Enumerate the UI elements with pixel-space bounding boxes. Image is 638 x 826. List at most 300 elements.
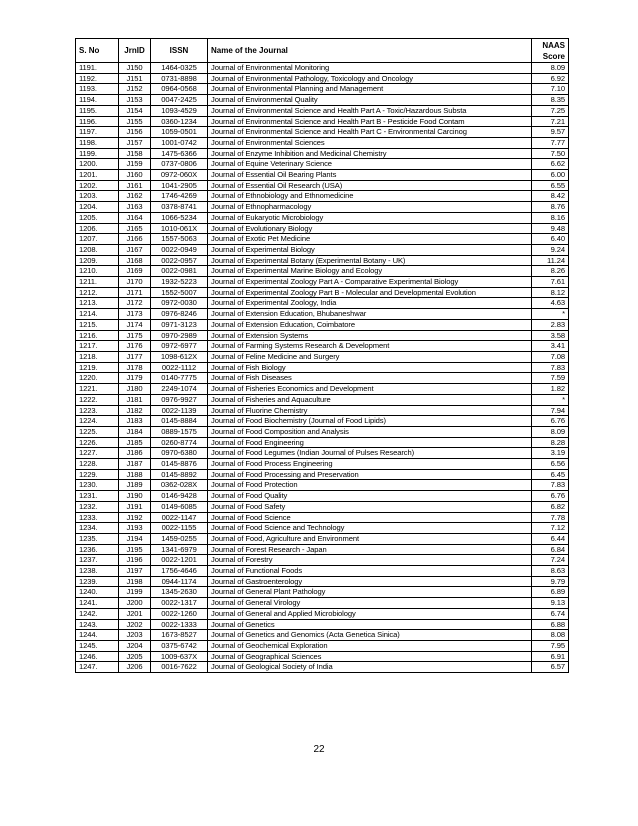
cell-journal-name: Journal of Food Science and Technology	[208, 523, 532, 534]
cell-sno: 1193.	[76, 84, 119, 95]
table-row	[76, 159, 569, 170]
cell-journal-name: Journal of Ethnobiology and Ethnomedicine	[208, 191, 532, 202]
cell-issn: 1009-637X	[151, 651, 208, 662]
cell-issn: 0964-0568	[151, 84, 208, 95]
cell-issn: 0971-3123	[151, 319, 208, 330]
cell-issn: 1059-0501	[151, 127, 208, 138]
cell-sno: 1195.	[76, 105, 119, 116]
cell-naas-score: 7.61	[532, 277, 569, 288]
cell-sno: 1229.	[76, 469, 119, 480]
table-row	[76, 587, 569, 598]
cell-sno: 1204.	[76, 202, 119, 213]
cell-sno: 1215.	[76, 319, 119, 330]
cell-sno: 1218.	[76, 351, 119, 362]
cell-journal-name: Journal of Food Legumes (Indian Journal of Pulses Research)	[208, 448, 532, 459]
cell-issn: 0022-1155	[151, 523, 208, 534]
cell-sno: 1238.	[76, 566, 119, 577]
cell-journal-name: Journal of Food Science	[208, 512, 532, 523]
table-row	[76, 148, 569, 159]
col-header-issn: ISSN	[151, 39, 208, 63]
cell-jrnid: J175	[119, 330, 151, 341]
cell-jrnid: J163	[119, 202, 151, 213]
table-row	[76, 512, 569, 523]
table-row	[76, 448, 569, 459]
cell-naas-score: *	[532, 309, 569, 320]
cell-sno: 1206.	[76, 223, 119, 234]
cell-jrnid: J168	[119, 255, 151, 266]
cell-jrnid: J154	[119, 105, 151, 116]
cell-sno: 1207.	[76, 234, 119, 245]
cell-jrnid: J173	[119, 309, 151, 320]
cell-journal-name: Journal of Food Safety	[208, 501, 532, 512]
table-row	[76, 309, 569, 320]
cell-sno: 1234.	[76, 523, 119, 534]
cell-journal-name: Journal of Experimental Marine Biology and Ecology	[208, 266, 532, 277]
table-row	[76, 319, 569, 330]
table-row	[76, 555, 569, 566]
cell-journal-name: Journal of Fluorine Chemistry	[208, 405, 532, 416]
cell-jrnid: J193	[119, 523, 151, 534]
cell-sno: 1221.	[76, 384, 119, 395]
cell-jrnid: J202	[119, 619, 151, 630]
cell-issn: 0022-1139	[151, 405, 208, 416]
cell-issn: 0022-1201	[151, 555, 208, 566]
cell-journal-name: Journal of Equine Veterinary Science	[208, 159, 532, 170]
cell-sno: 1247.	[76, 662, 119, 673]
journal-table	[75, 38, 569, 673]
cell-jrnid: J174	[119, 319, 151, 330]
cell-naas-score: 6.74	[532, 608, 569, 619]
table-row	[76, 341, 569, 352]
col-header-naas-score	[532, 39, 569, 63]
table-row	[76, 501, 569, 512]
cell-sno: 1201.	[76, 170, 119, 181]
cell-sno: 1199.	[76, 148, 119, 159]
cell-journal-name: Journal of Geographical Sciences	[208, 651, 532, 662]
cell-jrnid: J178	[119, 362, 151, 373]
cell-jrnid: J172	[119, 298, 151, 309]
cell-naas-score: 6.44	[532, 533, 569, 544]
table-row	[76, 426, 569, 437]
cell-journal-name: Journal of Genetics and Genomics (Acta Genetica Sinica)	[208, 630, 532, 641]
cell-naas-score: 7.95	[532, 640, 569, 651]
cell-jrnid: J180	[119, 384, 151, 395]
cell-jrnid: J201	[119, 608, 151, 619]
cell-issn: 1098-612X	[151, 351, 208, 362]
table-row	[76, 255, 569, 266]
cell-sno: 1232.	[76, 501, 119, 512]
cell-naas-score: 7.21	[532, 116, 569, 127]
cell-issn: 0140-7775	[151, 373, 208, 384]
cell-naas-score: 7.10	[532, 84, 569, 95]
cell-sno: 1223.	[76, 405, 119, 416]
table-row	[76, 191, 569, 202]
table-row	[76, 405, 569, 416]
cell-jrnid: J161	[119, 180, 151, 191]
cell-sno: 1212.	[76, 287, 119, 298]
cell-naas-score: 1.82	[532, 384, 569, 395]
cell-naas-score: 6.40	[532, 234, 569, 245]
cell-sno: 1197.	[76, 127, 119, 138]
cell-issn: 1475-6366	[151, 148, 208, 159]
cell-journal-name: Journal of Fish Biology	[208, 362, 532, 373]
cell-jrnid: J156	[119, 127, 151, 138]
cell-jrnid: J196	[119, 555, 151, 566]
cell-journal-name: Journal of Experimental Zoology, India	[208, 298, 532, 309]
cell-jrnid: J184	[119, 426, 151, 437]
cell-jrnid: J162	[119, 191, 151, 202]
cell-sno: 1208.	[76, 244, 119, 255]
cell-journal-name: Journal of General Virology	[208, 598, 532, 609]
cell-jrnid: J164	[119, 212, 151, 223]
table-row	[76, 170, 569, 181]
table-row	[76, 619, 569, 630]
cell-issn: 0047-2425	[151, 95, 208, 106]
table-row	[76, 630, 569, 641]
cell-issn: 0970-6380	[151, 448, 208, 459]
table-row	[76, 640, 569, 651]
cell-issn: 0972-6977	[151, 341, 208, 352]
cell-sno: 1237.	[76, 555, 119, 566]
cell-sno: 1213.	[76, 298, 119, 309]
cell-jrnid: J186	[119, 448, 151, 459]
cell-jrnid: J160	[119, 170, 151, 181]
cell-jrnid: J169	[119, 266, 151, 277]
cell-naas-score: 6.89	[532, 587, 569, 598]
table-row	[76, 459, 569, 470]
cell-jrnid: J197	[119, 566, 151, 577]
cell-issn: 0145-8884	[151, 416, 208, 427]
cell-sno: 1230.	[76, 480, 119, 491]
table-row	[76, 394, 569, 405]
table-row	[76, 469, 569, 480]
cell-jrnid: J155	[119, 116, 151, 127]
cell-sno: 1225.	[76, 426, 119, 437]
cell-naas-score: 6.88	[532, 619, 569, 630]
cell-sno: 1202.	[76, 180, 119, 191]
cell-jrnid: J151	[119, 73, 151, 84]
cell-naas-score: 8.35	[532, 95, 569, 106]
cell-naas-score: 7.25	[532, 105, 569, 116]
cell-journal-name: Journal of Experimental Biology	[208, 244, 532, 255]
cell-jrnid: J182	[119, 405, 151, 416]
table-row	[76, 351, 569, 362]
cell-sno: 1236.	[76, 544, 119, 555]
cell-jrnid: J170	[119, 277, 151, 288]
cell-issn: 0145-8876	[151, 459, 208, 470]
table-row	[76, 416, 569, 427]
cell-jrnid: J185	[119, 437, 151, 448]
score-label: Score	[542, 51, 565, 61]
cell-journal-name: Journal of General Plant Pathology	[208, 587, 532, 598]
cell-issn: 0731-8898	[151, 73, 208, 84]
cell-journal-name: Journal of Food Composition and Analysis	[208, 426, 532, 437]
cell-jrnid: J203	[119, 630, 151, 641]
cell-journal-name: Journal of Fisheries and Aquaculture	[208, 394, 532, 405]
header-row	[76, 39, 569, 63]
cell-naas-score: 9.24	[532, 244, 569, 255]
cell-journal-name: Journal of Environmental Science and Health Part A - Toxic/Hazardous Substa	[208, 105, 532, 116]
cell-naas-score: 9.79	[532, 576, 569, 587]
table-row	[76, 373, 569, 384]
cell-sno: 1239.	[76, 576, 119, 587]
cell-naas-score: 8.42	[532, 191, 569, 202]
cell-issn: 1557-5063	[151, 234, 208, 245]
cell-naas-score: 7.83	[532, 480, 569, 491]
col-header-journal-name: Name of the Journal	[208, 39, 532, 63]
cell-issn: 1345-2630	[151, 587, 208, 598]
cell-naas-score: 6.62	[532, 159, 569, 170]
table-row	[76, 608, 569, 619]
cell-sno: 1192.	[76, 73, 119, 84]
table-row	[76, 180, 569, 191]
cell-naas-score: 6.76	[532, 416, 569, 427]
cell-sno: 1222.	[76, 394, 119, 405]
table-row	[76, 662, 569, 673]
cell-naas-score: 3.19	[532, 448, 569, 459]
cell-naas-score: 8.08	[532, 630, 569, 641]
cell-sno: 1233.	[76, 512, 119, 523]
cell-naas-score: 3.58	[532, 330, 569, 341]
cell-journal-name: Journal of Geological Society of India	[208, 662, 532, 673]
cell-issn: 0360-1234	[151, 116, 208, 127]
cell-journal-name: Journal of Food Engineering	[208, 437, 532, 448]
cell-journal-name: Journal of Food Protection	[208, 480, 532, 491]
cell-sno: 1194.	[76, 95, 119, 106]
cell-journal-name: Journal of Environmental Science and Health Part B - Pesticide Food Contam	[208, 116, 532, 127]
cell-jrnid: J159	[119, 159, 151, 170]
cell-journal-name: Journal of Ethnopharmacology	[208, 202, 532, 213]
cell-naas-score: 9.48	[532, 223, 569, 234]
cell-issn: 0362-028X	[151, 480, 208, 491]
cell-issn: 1464-0325	[151, 63, 208, 74]
table-row	[76, 95, 569, 106]
table-row	[76, 491, 569, 502]
cell-naas-score: 8.09	[532, 426, 569, 437]
cell-sno: 1191.	[76, 63, 119, 74]
cell-journal-name: Journal of Fish Diseases	[208, 373, 532, 384]
table-row	[76, 234, 569, 245]
cell-sno: 1205.	[76, 212, 119, 223]
cell-journal-name: Journal of Eukaryotic Microbiology	[208, 212, 532, 223]
cell-journal-name: Journal of Environmental Quality	[208, 95, 532, 106]
cell-journal-name: Journal of Geochemical Exploration	[208, 640, 532, 651]
table-row	[76, 384, 569, 395]
cell-journal-name: Journal of Food Biochemistry (Journal of Food Lipids)	[208, 416, 532, 427]
table-row	[76, 533, 569, 544]
cell-journal-name: Journal of Extension Education, Bhubaneshwar	[208, 309, 532, 320]
cell-journal-name: Journal of Essential Oil Bearing Plants	[208, 170, 532, 181]
table-row	[76, 598, 569, 609]
table-row	[76, 651, 569, 662]
cell-journal-name: Journal of Functional Foods	[208, 566, 532, 577]
cell-issn: 0378-8741	[151, 202, 208, 213]
cell-issn: 0976-8246	[151, 309, 208, 320]
cell-journal-name: Journal of Environmental Science and Health Part C - Environmental Carcinog	[208, 127, 532, 138]
cell-journal-name: Journal of Farming Systems Research & Development	[208, 341, 532, 352]
cell-issn: 0022-0949	[151, 244, 208, 255]
cell-journal-name: Journal of Environmental Pathology, Toxicology and Oncology	[208, 73, 532, 84]
cell-issn: 1093-4529	[151, 105, 208, 116]
cell-journal-name: Journal of Environmental Planning and Management	[208, 84, 532, 95]
table-row	[76, 116, 569, 127]
table-row	[76, 223, 569, 234]
cell-issn: 0022-0981	[151, 266, 208, 277]
cell-jrnid: J167	[119, 244, 151, 255]
page-number: 22	[313, 744, 325, 755]
cell-issn: 1673-8527	[151, 630, 208, 641]
cell-issn: 0972-0030	[151, 298, 208, 309]
cell-issn: 1552-5007	[151, 287, 208, 298]
table-row	[76, 480, 569, 491]
cell-issn: 1459-0255	[151, 533, 208, 544]
cell-issn: 0146-9428	[151, 491, 208, 502]
cell-jrnid: J194	[119, 533, 151, 544]
cell-issn: 0260-8774	[151, 437, 208, 448]
cell-issn: 0022-1147	[151, 512, 208, 523]
cell-sno: 1219.	[76, 362, 119, 373]
cell-journal-name: Journal of Genetics	[208, 619, 532, 630]
cell-sno: 1226.	[76, 437, 119, 448]
table-row	[76, 298, 569, 309]
cell-sno: 1242.	[76, 608, 119, 619]
cell-journal-name: Journal of Food Process Engineering	[208, 459, 532, 470]
cell-issn: 1001-0742	[151, 137, 208, 148]
cell-journal-name: Journal of General and Applied Microbiology	[208, 608, 532, 619]
cell-issn: 1756-4646	[151, 566, 208, 577]
cell-jrnid: J204	[119, 640, 151, 651]
cell-sno: 1216.	[76, 330, 119, 341]
table-body	[76, 63, 569, 673]
table-row	[76, 202, 569, 213]
cell-journal-name: Journal of Extension Systems	[208, 330, 532, 341]
cell-sno: 1224.	[76, 416, 119, 427]
cell-issn: 1010-061X	[151, 223, 208, 234]
cell-issn: 0022-1112	[151, 362, 208, 373]
cell-jrnid: J189	[119, 480, 151, 491]
table-row	[76, 63, 569, 74]
cell-sno: 1241.	[76, 598, 119, 609]
cell-jrnid: J158	[119, 148, 151, 159]
cell-jrnid: J176	[119, 341, 151, 352]
table-row	[76, 330, 569, 341]
cell-journal-name: Journal of Forest Research - Japan	[208, 544, 532, 555]
table-row	[76, 523, 569, 534]
table-row	[76, 566, 569, 577]
cell-sno: 1217.	[76, 341, 119, 352]
cell-naas-score: 6.84	[532, 544, 569, 555]
cell-jrnid: J150	[119, 63, 151, 74]
cell-sno: 1228.	[76, 459, 119, 470]
cell-issn: 0149-6085	[151, 501, 208, 512]
cell-naas-score: 3.41	[532, 341, 569, 352]
cell-naas-score: 9.13	[532, 598, 569, 609]
cell-issn: 0970-2989	[151, 330, 208, 341]
cell-jrnid: J165	[119, 223, 151, 234]
table-row	[76, 544, 569, 555]
cell-issn: 0022-1317	[151, 598, 208, 609]
cell-naas-score: 8.09	[532, 63, 569, 74]
cell-jrnid: J181	[119, 394, 151, 405]
cell-jrnid: J183	[119, 416, 151, 427]
cell-jrnid: J171	[119, 287, 151, 298]
cell-issn: 2249-1074	[151, 384, 208, 395]
cell-journal-name: Journal of Forestry	[208, 555, 532, 566]
col-header-sno: S. No	[76, 39, 119, 63]
cell-naas-score: 4.63	[532, 298, 569, 309]
cell-naas-score: 8.63	[532, 566, 569, 577]
cell-naas-score: 6.00	[532, 170, 569, 181]
cell-naas-score: 7.08	[532, 351, 569, 362]
cell-naas-score: 6.57	[532, 662, 569, 673]
cell-journal-name: Journal of Food, Agriculture and Environment	[208, 533, 532, 544]
cell-journal-name: Journal of Feline Medicine and Surgery	[208, 351, 532, 362]
cell-sno: 1196.	[76, 116, 119, 127]
cell-naas-score: *	[532, 394, 569, 405]
cell-jrnid: J188	[119, 469, 151, 480]
cell-naas-score: 6.76	[532, 491, 569, 502]
table-row	[76, 244, 569, 255]
cell-issn: 0016-7622	[151, 662, 208, 673]
cell-jrnid: J198	[119, 576, 151, 587]
cell-issn: 0145-8892	[151, 469, 208, 480]
cell-naas-score: 8.76	[532, 202, 569, 213]
table-row	[76, 287, 569, 298]
cell-sno: 1209.	[76, 255, 119, 266]
cell-sno: 1244.	[76, 630, 119, 641]
cell-sno: 1243.	[76, 619, 119, 630]
cell-naas-score: 7.24	[532, 555, 569, 566]
table-row	[76, 127, 569, 138]
cell-naas-score: 8.16	[532, 212, 569, 223]
cell-journal-name: Journal of Enzyme Inhibition and Medicinal Chemistry	[208, 148, 532, 159]
cell-journal-name: Journal of Food Quality	[208, 491, 532, 502]
cell-naas-score: 6.91	[532, 651, 569, 662]
table-row	[76, 137, 569, 148]
cell-sno: 1227.	[76, 448, 119, 459]
cell-naas-score: 6.55	[532, 180, 569, 191]
cell-issn: 0944-1174	[151, 576, 208, 587]
table-row	[76, 212, 569, 223]
col-header-jrnid: JrnID	[119, 39, 151, 63]
cell-sno: 1246.	[76, 651, 119, 662]
cell-issn: 1932-5223	[151, 277, 208, 288]
cell-naas-score: 2.83	[532, 319, 569, 330]
cell-sno: 1203.	[76, 191, 119, 202]
cell-naas-score: 9.57	[532, 127, 569, 138]
cell-jrnid: J200	[119, 598, 151, 609]
table-row	[76, 576, 569, 587]
cell-issn: 0022-0957	[151, 255, 208, 266]
cell-naas-score: 7.50	[532, 148, 569, 159]
cell-naas-score: 7.94	[532, 405, 569, 416]
cell-issn: 1041-2905	[151, 180, 208, 191]
cell-jrnid: J157	[119, 137, 151, 148]
cell-issn: 0022-1333	[151, 619, 208, 630]
cell-naas-score: 6.56	[532, 459, 569, 470]
cell-sno: 1198.	[76, 137, 119, 148]
cell-issn: 0976-9927	[151, 394, 208, 405]
cell-journal-name: Journal of Experimental Zoology Part A - Comparative Experimental Biology	[208, 277, 532, 288]
table-row	[76, 266, 569, 277]
cell-journal-name: Journal of Environmental Monitoring	[208, 63, 532, 74]
cell-journal-name: Journal of Evolutionary Biology	[208, 223, 532, 234]
cell-sno: 1214.	[76, 309, 119, 320]
cell-jrnid: J179	[119, 373, 151, 384]
cell-issn: 0737-0806	[151, 159, 208, 170]
table-row	[76, 437, 569, 448]
table-row	[76, 84, 569, 95]
